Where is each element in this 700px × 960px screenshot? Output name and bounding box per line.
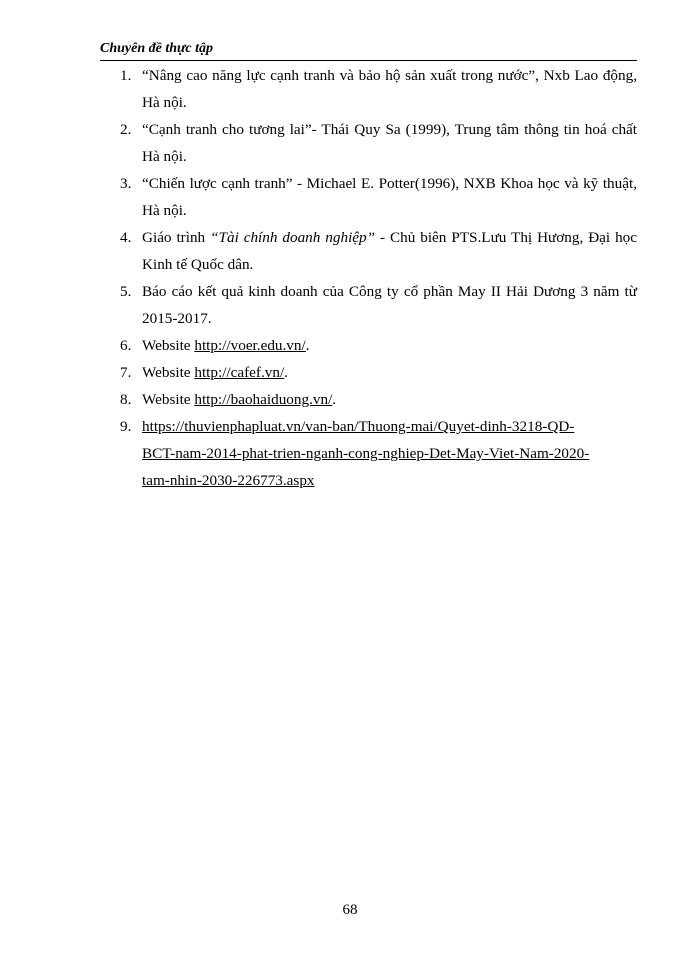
reference-text: “Cạnh tranh cho tương lai”- Thái Quy Sa (1999), Trung tâm thông tin hoá chất Hà nội. xyxy=(142,121,637,165)
reference-item-8 xyxy=(100,386,637,413)
reference-link-line-2[interactable]: BCT-nam-2014-phat-trien-nganh-cong-nghiep-Det-May-Viet-Nam-2020- xyxy=(142,445,590,462)
reference-text: Báo cáo kết quả kinh doanh của Công ty cổ phần May II Hải Dương 3 năm từ 2015-2017. xyxy=(142,283,637,327)
reference-number: 2. xyxy=(120,121,132,138)
reference-text-pre: Giáo trình xyxy=(142,229,211,246)
header-title: Chuyên đề thực tập xyxy=(100,41,214,56)
page-header xyxy=(100,40,637,61)
reference-text-post: . xyxy=(305,337,310,354)
reference-item-3 xyxy=(100,170,637,224)
reference-link[interactable]: http://voer.edu.vn/ xyxy=(194,337,306,354)
reference-text-post: . xyxy=(284,364,288,381)
reference-number: 5. xyxy=(120,283,132,300)
reference-item-7 xyxy=(100,359,637,386)
reference-item-2 xyxy=(100,116,637,170)
reference-book-title: “Tài chính doanh nghiệp” xyxy=(210,229,376,246)
reference-text-pre: Website xyxy=(142,391,195,408)
reference-item-5 xyxy=(100,278,637,332)
reference-list xyxy=(100,62,637,494)
reference-number: 8. xyxy=(120,391,132,408)
reference-text-post: - Chủ biên PTS.Lưu Thị Hương, Đại học Kinh tế Quốc dân. xyxy=(142,229,638,273)
page-number: 68 xyxy=(342,902,358,918)
reference-link-line-3[interactable]: tam-nhin-2030-226773.aspx xyxy=(142,472,315,489)
reference-text-post: . xyxy=(332,391,337,408)
reference-item-6 xyxy=(100,332,637,359)
reference-number: 4. xyxy=(120,229,132,246)
reference-text-pre: Website xyxy=(142,337,195,354)
reference-text: “Chiến lược cạnh tranh” - Michael E. Potter(1996), NXB Khoa học và kỹ thuật, Hà nội. xyxy=(142,175,637,219)
reference-text: “Nâng cao năng lực cạnh tranh và bảo hộ sản xuất trong nước”, Nxb Lao động, Hà nội. xyxy=(142,67,637,111)
reference-text-pre: Website xyxy=(142,364,195,381)
reference-item-9 xyxy=(100,413,637,494)
reference-link[interactable]: http://baohaiduong.vn/ xyxy=(194,391,333,408)
reference-number: 9. xyxy=(120,418,132,435)
reference-number: 7. xyxy=(120,364,132,381)
reference-link-line-1[interactable]: https://thuvienphapluat.vn/van-ban/Thuong-mai/Quyet-dinh-3218-QD- xyxy=(142,418,575,435)
reference-link[interactable]: http://cafef.vn/ xyxy=(194,364,285,381)
reference-number: 3. xyxy=(120,175,132,192)
reference-item-4 xyxy=(100,224,637,278)
reference-number: 1. xyxy=(120,67,132,84)
reference-item-1 xyxy=(100,62,637,116)
reference-number: 6. xyxy=(120,337,132,354)
